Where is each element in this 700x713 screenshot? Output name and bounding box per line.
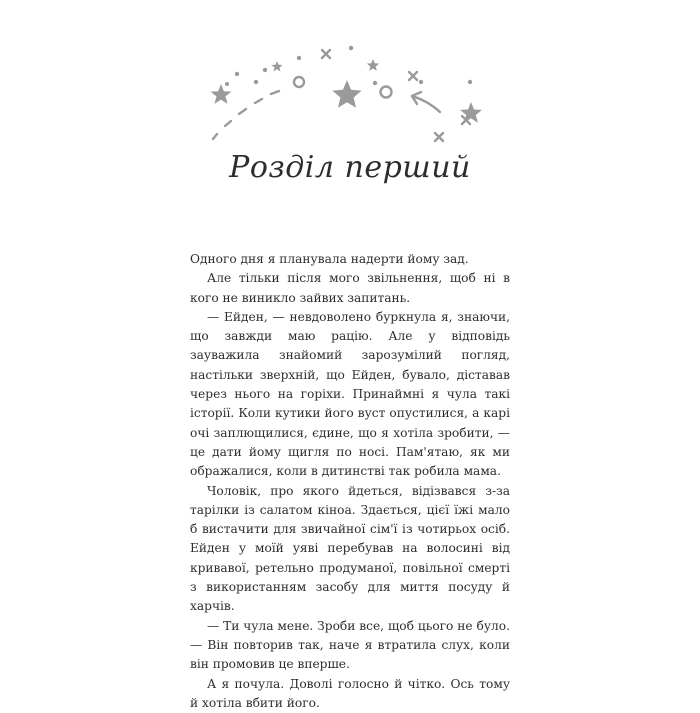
dash <box>225 121 231 126</box>
paragraph: Чоловік, про якого йдеться, відізвався з-за тарілки із салатом кіноа. Здається, цієї їжі мало б вистачити для звичайної сім'ї із чотирьох осіб. Ейден у моїй уяві перебував на волосині від кривавої, ретельно продуманої, повільної смерті з використанням засобу для миття посуду й харчів. <box>190 483 510 614</box>
cross-icon <box>322 50 330 58</box>
dot-icon <box>297 56 301 60</box>
dash <box>213 134 217 139</box>
star-ornament <box>0 0 700 160</box>
dot-icon <box>263 68 267 72</box>
dot-icon <box>373 81 377 85</box>
paragraph: — Ти чула мене. Зроби все, щоб цього не було. — Він повторив так, наче я втратила слух, коли він промовив це вперше. <box>190 618 510 672</box>
dash <box>255 99 262 103</box>
dot-icon <box>468 80 472 84</box>
cross-icon <box>409 72 417 80</box>
dot-icon <box>349 46 353 50</box>
dot-icon <box>254 80 258 84</box>
paragraph: А я почула. Доволі голосно й чітко. Ось тому й хотіла вбити його. <box>190 676 510 710</box>
paragraph: — Ейден, — невдоволено буркнула я, знаючи, що завжди маю рацію. Але у відповідь зауважила знайомий зарозумілий погляд, настільки зверхній, що Ейден, бувало, діставав через нього на горіхи. Принаймні я чула такі історії. Коли кутики його вуст опустилися, а карі очі заплющилися, єдине, що я хотіла зробити, — це дати йому щигля по носі. Пам'ятаю, як ми ображалися, коли в дитинстві так робила мама. <box>190 309 510 479</box>
star-icon <box>211 84 232 104</box>
paragraph: Але тільки після мого звільнення, щоб ні в кого не виникло зайвих запитань. <box>190 271 510 305</box>
dash <box>271 91 279 94</box>
star-icon <box>332 80 361 108</box>
paragraph: Одного дня я планувала надерти йому зад. <box>190 252 469 266</box>
star-icon <box>367 59 379 71</box>
dash <box>239 109 246 114</box>
chapter-text <box>190 250 510 713</box>
star-icon <box>271 61 282 72</box>
circle-icon <box>294 77 304 87</box>
dot-icon <box>419 80 423 84</box>
star-icon <box>460 102 482 123</box>
dot-icon <box>225 82 229 86</box>
circle-icon <box>381 87 392 98</box>
dot-icon <box>235 72 239 76</box>
chapter-title: Розділ перший <box>229 150 471 185</box>
cross-icon <box>435 133 443 141</box>
